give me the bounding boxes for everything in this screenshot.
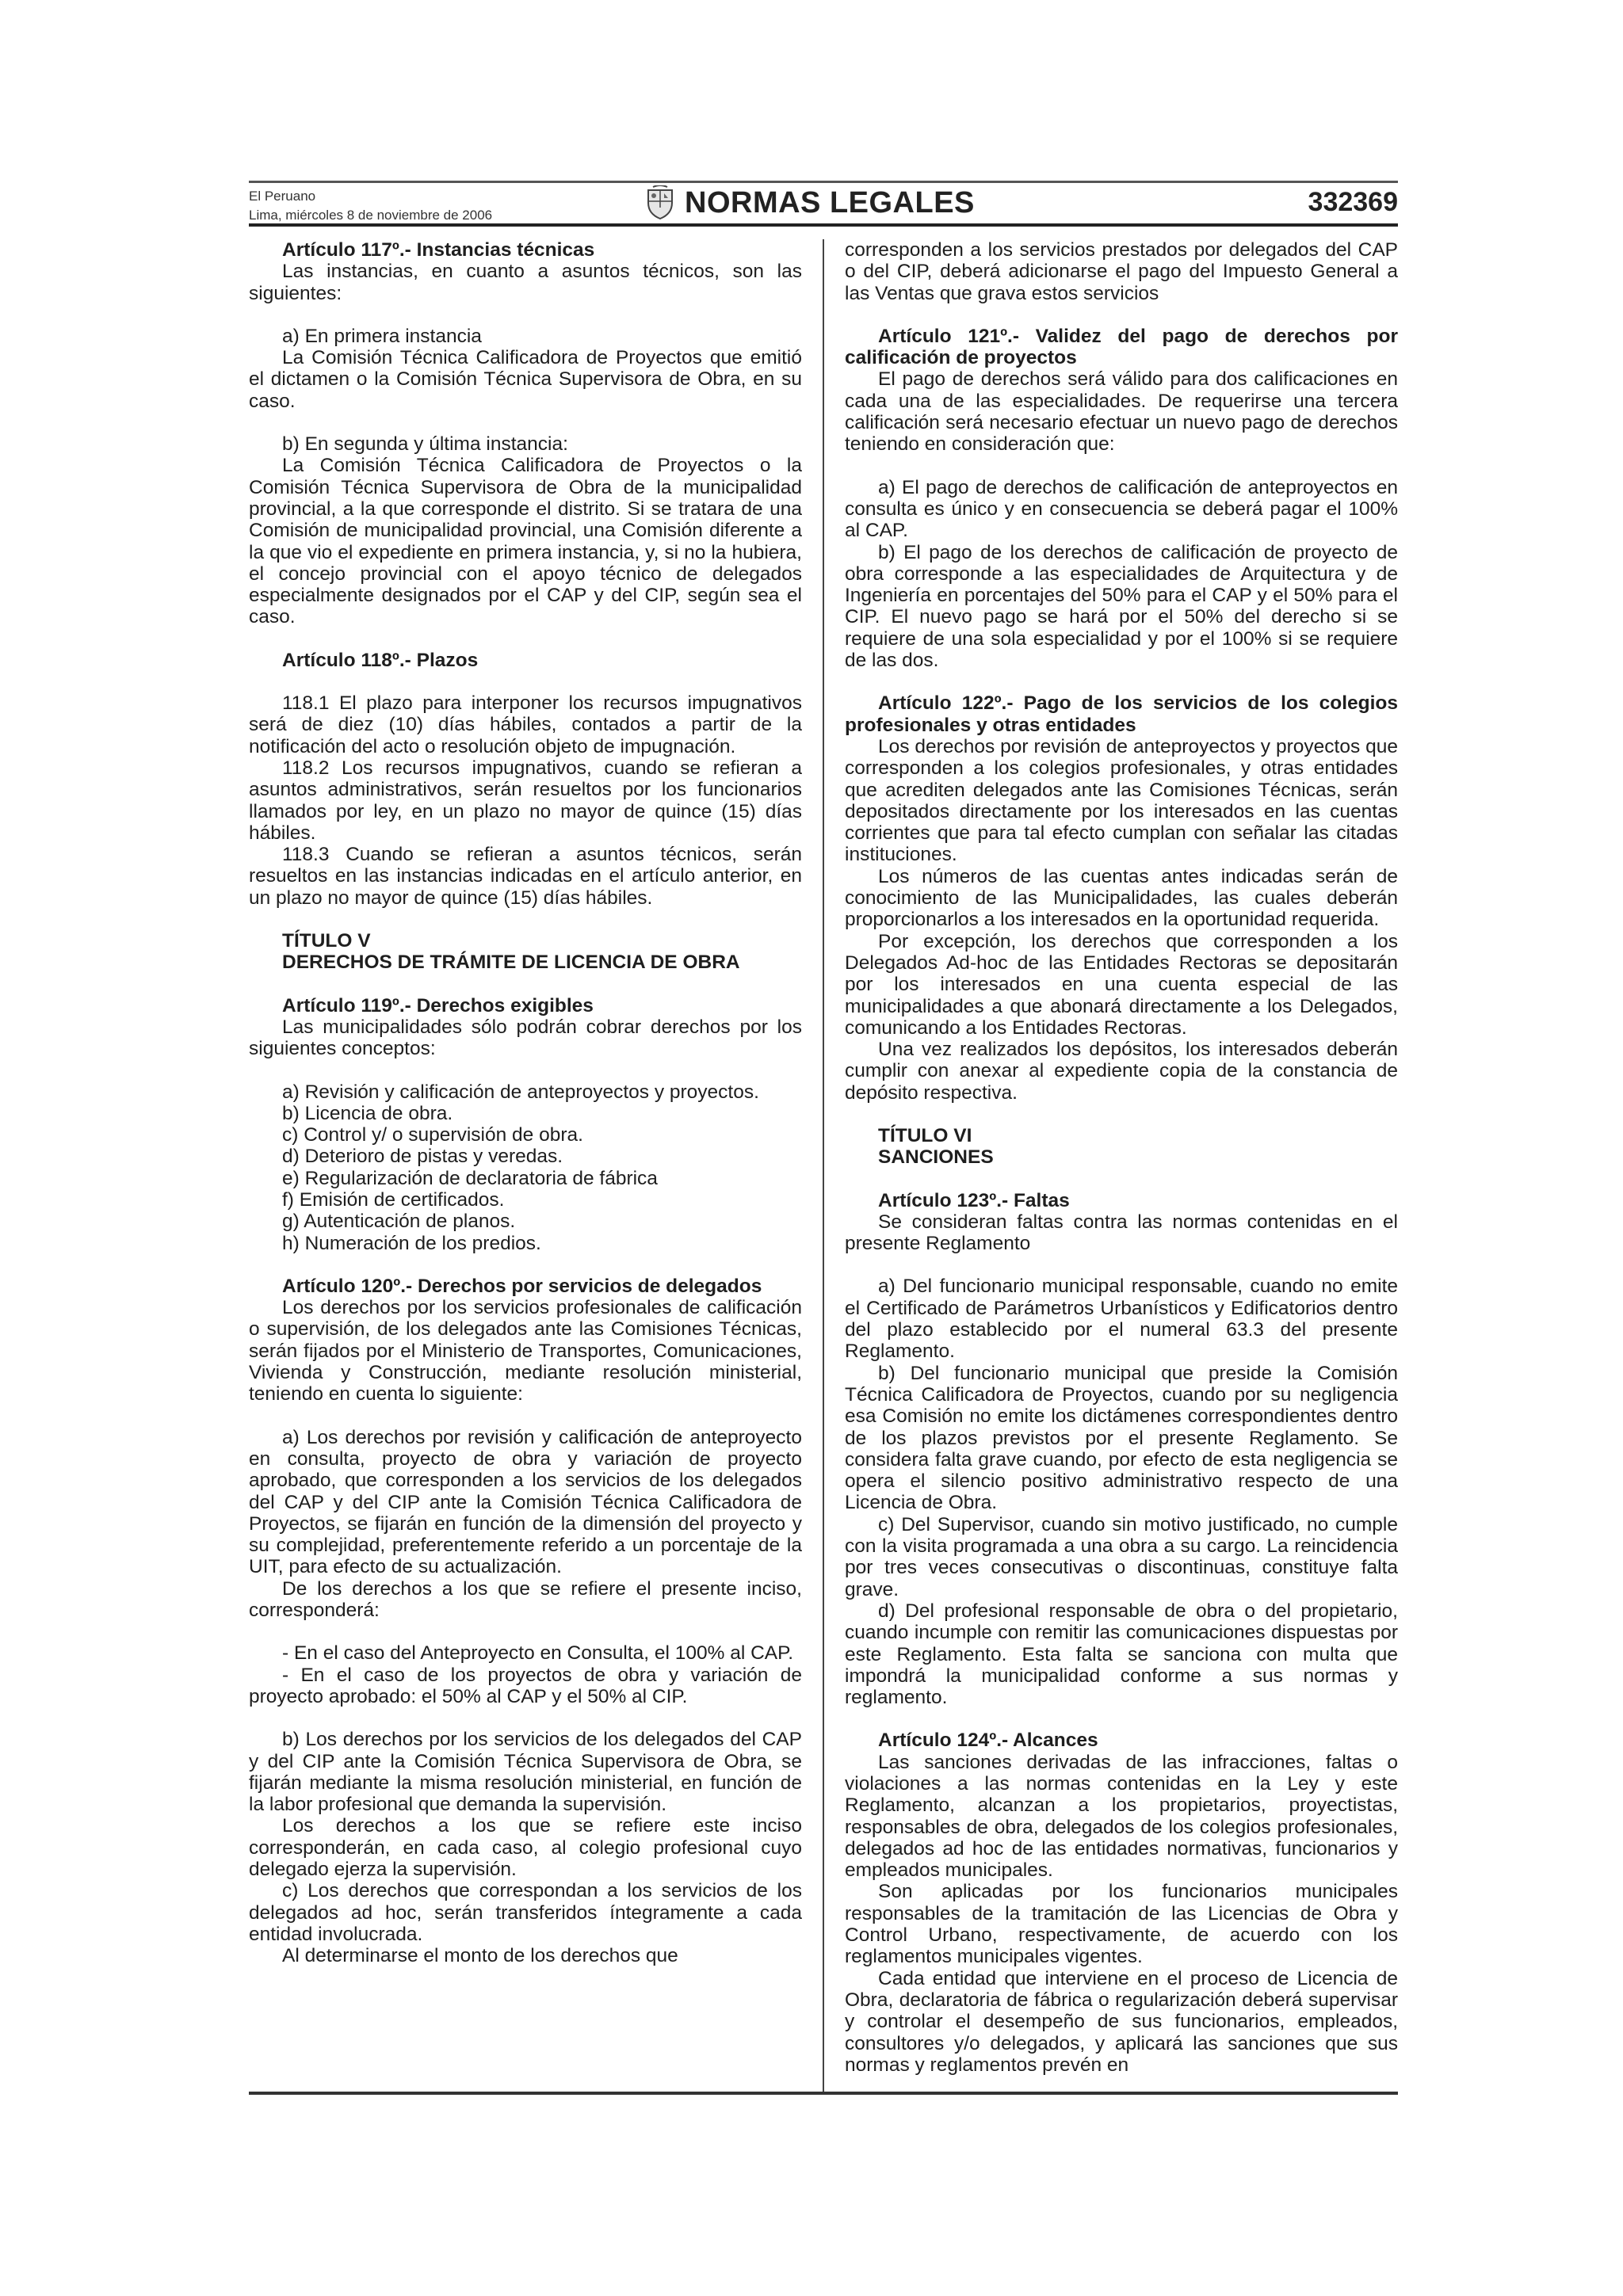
coat-of-arms-icon — [645, 185, 675, 220]
article-121-item-b: b) El pago de los derechos de calificación de proyecto de obra corresponde a las especialidades de Arquitectura y de Ingeniería en porcentajes del 50% para el CAP y el 50% para el CIP. El nuevo pago se hará por el 50% del derecho si se requiere de una sola especialidad y por el 100% si se requiere de las dos. — [845, 541, 1398, 672]
publication-title: NORMAS LEGALES — [685, 185, 975, 219]
article-118-heading: Artículo 118º.- Plazos — [282, 649, 479, 671]
article-122-para-4: Una vez realizados los depósitos, los interesados deberán cumplir con anexar al expediente copia de la constancia de depósito respectiva. — [845, 1039, 1398, 1104]
header-publication-info — [249, 187, 492, 225]
article-120-intro: Los derechos por los servicios profesionales de calificación o supervisión, de los delegados ante las Comisiones Técnicas, serán fijados por el Ministerio de Transportes, Comunicaciones, Vivienda y Construcción, mediante resolución ministerial, teniendo en cuenta lo siguiente: — [249, 1297, 802, 1405]
article-119-item: b) Licencia de obra. — [282, 1102, 453, 1124]
article-120-item-b: b) Los derechos por los servicios de los delegados del CAP y del CIP ante la Comisión Técnica Supervisora de Obra, se fijarán mediante la misma resolución ministerial, en función de la labor profesional que demanda la supervisión. — [249, 1729, 802, 1816]
article-123-item-c: c) Del Supervisor, cuando sin motivo justificado, no cumple con la visita programada a una obra a su cargo. La reincidencia por tres veces consecutivas o discontinuas, constituye falta grave. — [845, 1513, 1398, 1600]
article-118-1: 118.1 El plazo para interponer los recursos impugnativos será de diez (10) días hábiles, contados a partir de la notificación del acto o resolución objeto de impugnación. — [249, 692, 802, 757]
article-121-intro: El pago de derechos será válido para dos calificaciones en cada una de las especialidades. De requerirse una tercera calificación será necesario efectuar un nuevo pago de derechos teniendo en consideración que: — [845, 368, 1398, 456]
left-column — [249, 239, 802, 1966]
article-119-item: c) Control y/ o supervisión de obra. — [282, 1124, 583, 1146]
article-120-item-a: a) Los derechos por revisión y calificación de anteproyecto en consulta, proyecto de obra y variación de proyecto aprobado, que corresponden a los servicios de los delegados del CAP y del CIP ante la Comisión Técnica Calificadora de Proyectos, se fijarán en función de la dimensión del proyecto y su complejidad, preferentemente referido a un porcentaje de la UIT, para efecto de su actualización. — [249, 1426, 802, 1578]
article-117-item-b-text: La Comisión Técnica Calificadora de Proyectos o la Comisión Técnica Supervisora de Obra de la municipalidad provincial, a la que corresponde el distrito. Si se tratara de una Comisión de municipalidad provincial, una Comisión diferente a la que vio el expediente en primera instancia, y, si no la hubiera, el concejo provincial con el apoyo técnico de delegados especialmente designados por el CAP y del CIP, según sea el caso. — [249, 455, 802, 628]
article-123-item-d: d) Del profesional responsable de obra o del propietario, cuando incumple con remitir las comunicaciones dispuestas por este Reglamento. Esta falta se sanciona con multa que impondrá la municipalidad conforme a sus normas y reglamento. — [845, 1600, 1398, 1709]
article-121-item-a: a) El pago de derechos de calificación de anteproyectos en consulta es único y en consecuencia se deberá pagar el 100% al CAP. — [845, 476, 1398, 542]
article-119-item: h) Numeración de los predios. — [282, 1232, 541, 1254]
article-119-item: a) Revisión y calificación de anteproyectos y proyectos. — [282, 1081, 759, 1103]
header-bottom-rule — [249, 223, 1398, 227]
article-122-para-2: Los números de las cuentas antes indicadas serán de conocimiento de las Municipalidades, las cuales deberán proporcionarlos a los interesados en la oportunidad requerida. — [845, 865, 1398, 931]
article-123-intro: Se consideran faltas contra las normas contenidas en el presente Reglamento — [845, 1211, 1398, 1255]
article-124-para-2: Son aplicadas por los funcionarios municipales responsables de la tramitación de las Licencias de Obra y Control Urbano, respectivamente, de acuerdo con los reglamentos municipales vigentes. — [845, 1881, 1398, 1968]
article-119-item: g) Autenticación de planos. — [282, 1211, 516, 1233]
article-120-item-c: c) Los derechos que correspondan a los servicios de los delegados ad hoc, serán transferidos íntegramente a cada entidad involucrada. — [249, 1880, 802, 1945]
footer-rule — [249, 2092, 1398, 2095]
header-masthead — [645, 185, 1041, 220]
article-117-item-a-text: La Comisión Técnica Calificadora de Proyectos que emitió el dictamen o la Comisión Técnica Supervisora de Obra, en su caso. — [249, 347, 802, 412]
article-120-dash-2: - En el caso de los proyectos de obra y variación de proyecto aprobado: el 50% al CAP y el 50% al CIP. — [249, 1664, 802, 1707]
article-119-item: d) Deterioro de pistas y veredas. — [282, 1146, 563, 1168]
column-divider — [823, 239, 824, 2093]
article-122-heading: Artículo 122º.- Pago de los servicios de los colegios profesionales y otras entidades — [845, 692, 1398, 736]
article-119-heading: Artículo 119º.- Derechos exigibles — [282, 994, 594, 1016]
article-124-heading: Artículo 124º.- Alcances — [878, 1730, 1098, 1752]
article-124-para-1: Las sanciones derivadas de las infracciones, faltas o violaciones a las normas contenidas en la Ley y este Reglamento, alcanzan a los propietarios, proyectistas, responsables de obra, delegados de los colegios profesionales, delegados ad hoc de las entidades normativas, funcionarios y empleados municipales. — [845, 1751, 1398, 1882]
article-120-dash-1: - En el caso del Anteproyecto en Consulta, el 100% al CAP. — [282, 1642, 794, 1665]
article-118-2: 118.2 Los recursos impugnativos, cuando se refieran a asuntos administrativos, serán resueltos por los funcionarios llamados por ley, en un plazo no mayor de quince (15) días hábiles. — [249, 757, 802, 844]
article-123-heading: Artículo 123º.- Faltas — [878, 1189, 1070, 1211]
article-123-item-a: a) Del funcionario municipal responsable, cuando no emite el Certificado de Parámetros Urbanísticos y Edificatorios dentro del plazo establecido por el numeral 63.3 del presente Reglamento. — [845, 1276, 1398, 1363]
header-top-rule — [249, 181, 1398, 183]
article-120-continuation: corresponden a los servicios prestados por delegados del CAP o del CIP, deberá adicionarse el pago del Impuesto General a las Ventas que grava estos servicios — [845, 239, 1398, 304]
article-119-item: e) Regularización de declaratoria de fábrica — [282, 1167, 658, 1189]
article-118-3: 118.3 Cuando se refieran a asuntos técnicos, serán resueltos en las instancias indicadas en el artículo anterior, en un plazo no mayor de quince (15) días hábiles. — [249, 844, 802, 909]
article-119-item: f) Emisión de certificados. — [282, 1188, 505, 1211]
page-header — [249, 181, 1398, 225]
title-vi-number: TÍTULO VI — [878, 1124, 972, 1146]
article-120-closing: Al determinarse el monto de los derechos que — [282, 1945, 678, 1967]
article-117-item-a: a) En primera instancia — [282, 325, 482, 347]
publication-date: Lima, miércoles 8 de noviembre de 2006 — [249, 208, 493, 223]
article-120-heading: Artículo 120º.- Derechos por servicios de delegados — [282, 1275, 762, 1297]
article-117-heading: Artículo 117º.- Instancias técnicas — [282, 239, 595, 261]
article-122-para-1: Los derechos por revisión de anteproyectos y proyectos que corresponden a los colegios profesionales, y otras entidades que acrediten delegados ante las Comisiones Técnicas, serán depositados directamente por los interesados en las cuentas corrientes que para tal efecto cumplan con señalar las citadas instituciones. — [845, 735, 1398, 866]
article-120-item-b-note: Los derechos a los que se refiere este inciso corresponderán, en cada caso, al colegio profesional cuyo delegado ejerza la supervisión. — [249, 1815, 802, 1880]
title-vi-name: SANCIONES — [878, 1146, 994, 1169]
article-117-item-b: b) En segunda y última instancia: — [282, 433, 568, 456]
article-124-para-3: Cada entidad que interviene en el proceso de Licencia de Obra, declaratoria de fábrica o regularización deberá supervisar y controlar el desempeño de sus funcionarios, empleados, consultores y/o delegados, y aplicará las sanciones que sus normas y reglamentos prevén en — [845, 1967, 1398, 2076]
title-v-name: DERECHOS DE TRÁMITE DE LICENCIA DE OBRA — [282, 952, 740, 974]
article-119-intro: Las municipalidades sólo podrán cobrar derechos por los siguientes conceptos: — [249, 1016, 802, 1060]
article-123-item-b: b) Del funcionario municipal que preside la Comisión Técnica Calificadora de Proyectos, cuando por su negligencia esa Comisión no emite los dictámenes correspondientes dentro de los plazos previstos por el presente Reglamento. Se considera falta grave cuando, por efecto de esta negligencia se opera el silencio positivo administrativo respecto de una Licencia de Obra. — [845, 1362, 1398, 1514]
publisher-name: El Peruano — [249, 189, 316, 204]
page-number: 332369 — [1308, 187, 1398, 217]
right-column — [845, 239, 1398, 2076]
article-122-para-3: Por excepción, los derechos que corresponden a los Delegados Ad-hoc de las Entidades Rectoras se depositarán por los interesados en una cuenta especial de las municipalidades a que abonará directamente a los Delegados, comunicando a los Entidades Rectoras. — [845, 930, 1398, 1039]
article-117-intro: Las instancias, en cuanto a asuntos técnicos, son las siguientes: — [249, 261, 802, 304]
article-120-item-a-note: De los derechos a los que se refiere el presente inciso, corresponderá: — [249, 1577, 802, 1622]
article-121-heading: Artículo 121º.- Validez del pago de derechos por calificación de proyectos — [845, 325, 1398, 369]
title-v-number: TÍTULO V — [282, 930, 371, 952]
